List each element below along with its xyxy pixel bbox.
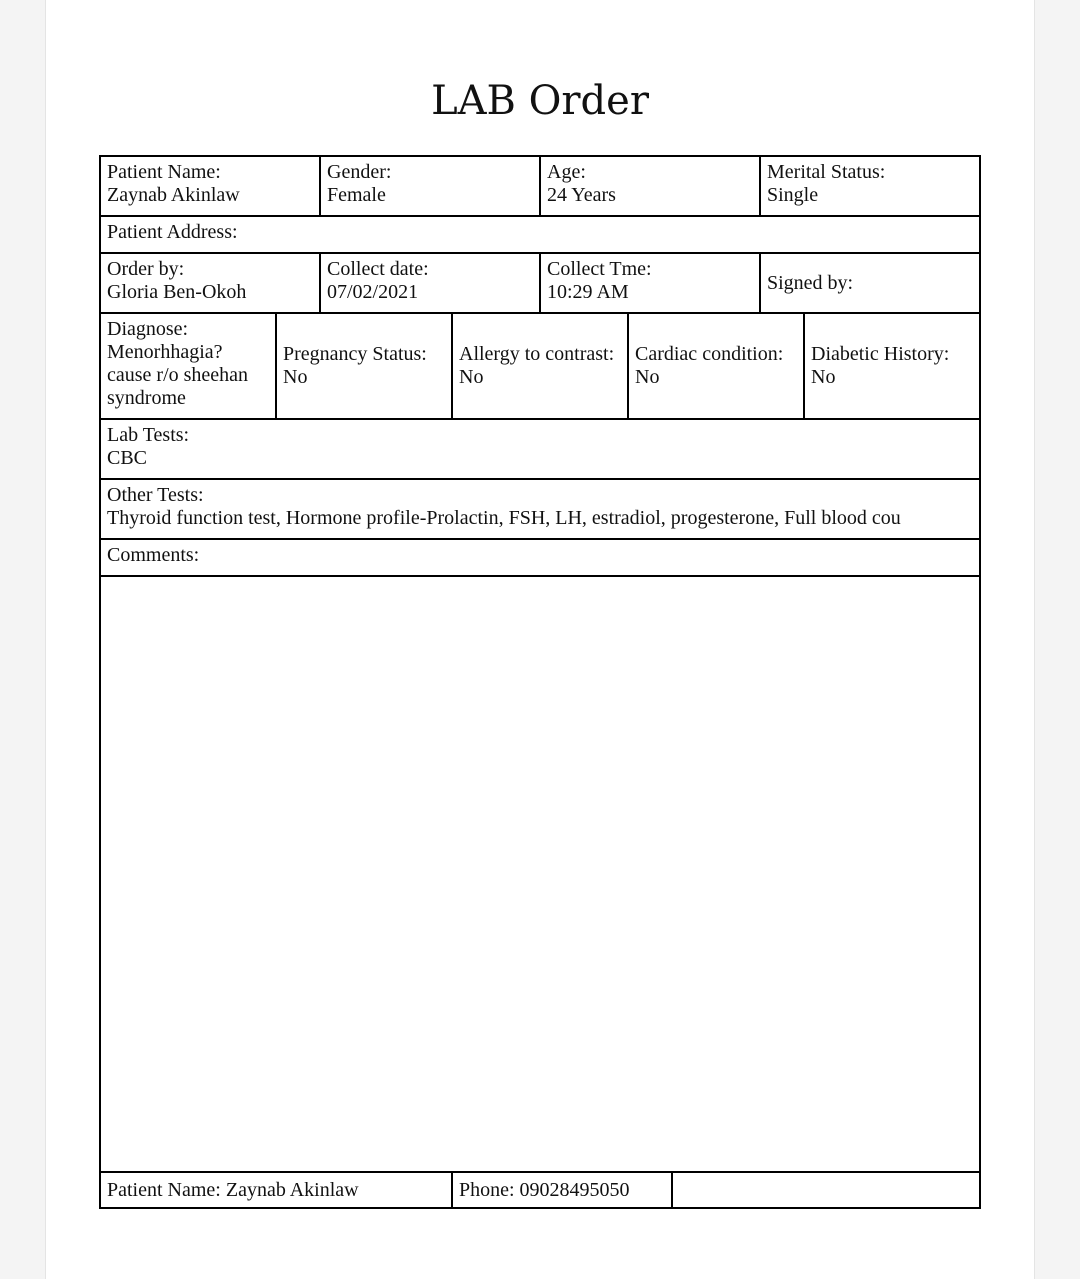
form-footer [101, 1171, 979, 1207]
patient-address-row [101, 217, 979, 254]
diagnose-cell [101, 314, 277, 418]
diagnose-label: Diagnose: [107, 318, 189, 340]
allergy-value: No [459, 366, 484, 388]
patient-name-value: Zaynab Akinlaw [107, 184, 240, 206]
cardiac-condition-value: No [635, 366, 660, 388]
collect-time-value: 10:29 AM [547, 281, 629, 303]
collect-date-cell [321, 254, 541, 312]
allergy-cell [453, 314, 629, 418]
diagnose-line-3: syndrome [107, 387, 186, 409]
order-info-row [101, 254, 979, 314]
patient-address-label: Patient Address: [107, 221, 238, 243]
marital-status-cell [761, 157, 979, 215]
diabetic-history-cell [805, 314, 979, 418]
lab-tests-cell [101, 420, 979, 478]
other-tests-label: Other Tests: [107, 484, 204, 506]
patient-name-cell [101, 157, 321, 215]
allergy-label: Allergy to contrast: [459, 343, 615, 365]
pregnancy-status-cell [277, 314, 453, 418]
page-title: LAB Order [431, 78, 649, 124]
marital-status-value: Single [767, 184, 819, 206]
footer-patient-name: Patient Name: Zaynab Akinlaw [107, 1179, 359, 1201]
comments-row [101, 540, 979, 577]
other-tests-cell [101, 480, 979, 538]
order-by-value: Gloria Ben-Okoh [107, 281, 247, 303]
pregnancy-status-label: Pregnancy Status: [283, 343, 427, 365]
gender-value: Female [327, 184, 386, 206]
diagnose-line-2: cause r/o sheehan [107, 364, 249, 386]
comments-label: Comments: [107, 544, 200, 566]
diagnose-line-1: Menorhhagia? [107, 341, 223, 363]
other-tests-value: Thyroid function test, Hormone profile-Prolactin, FSH, LH, estradiol, progesterone, Full blood cou [107, 507, 901, 529]
cardiac-condition-label: Cardiac condition: [635, 343, 784, 365]
collect-date-value: 07/02/2021 [327, 281, 419, 303]
collect-date-label: Collect date: [327, 258, 429, 280]
cardiac-condition-cell [629, 314, 805, 418]
patient-address-cell [101, 217, 979, 252]
diabetic-history-value: No [811, 366, 836, 388]
collect-time-label: Collect Tme: [547, 258, 652, 280]
age-label: Age: [547, 161, 586, 183]
signed-by-label: Signed by: [767, 271, 854, 294]
lab-order-form [99, 155, 981, 1209]
footer-patient-name-cell [101, 1173, 453, 1207]
lab-tests-row [101, 420, 979, 480]
patient-info-row [101, 157, 979, 217]
diabetic-history-label: Diabetic History: [811, 343, 950, 365]
lab-tests-value: CBC [107, 447, 148, 469]
age-value: 24 Years [547, 184, 616, 206]
gender-label: Gender: [327, 161, 392, 183]
marital-status-label: Merital Status: [767, 161, 886, 183]
collect-time-cell [541, 254, 761, 312]
comments-label-cell [101, 540, 979, 575]
patient-name-label: Patient Name: [107, 161, 221, 183]
gender-cell [321, 157, 541, 215]
age-cell [541, 157, 761, 215]
order-by-label: Order by: [107, 258, 185, 280]
other-tests-row [101, 480, 979, 540]
pregnancy-status-value: No [283, 366, 308, 388]
footer-phone-cell [453, 1173, 673, 1207]
order-by-cell [101, 254, 321, 312]
lab-tests-label: Lab Tests: [107, 424, 190, 446]
footer-blank-cell [673, 1173, 979, 1207]
comments-area [101, 577, 979, 1171]
clinical-info-row [101, 314, 979, 420]
signed-by-cell [761, 254, 979, 312]
footer-phone: Phone: 09028495050 [459, 1179, 630, 1201]
